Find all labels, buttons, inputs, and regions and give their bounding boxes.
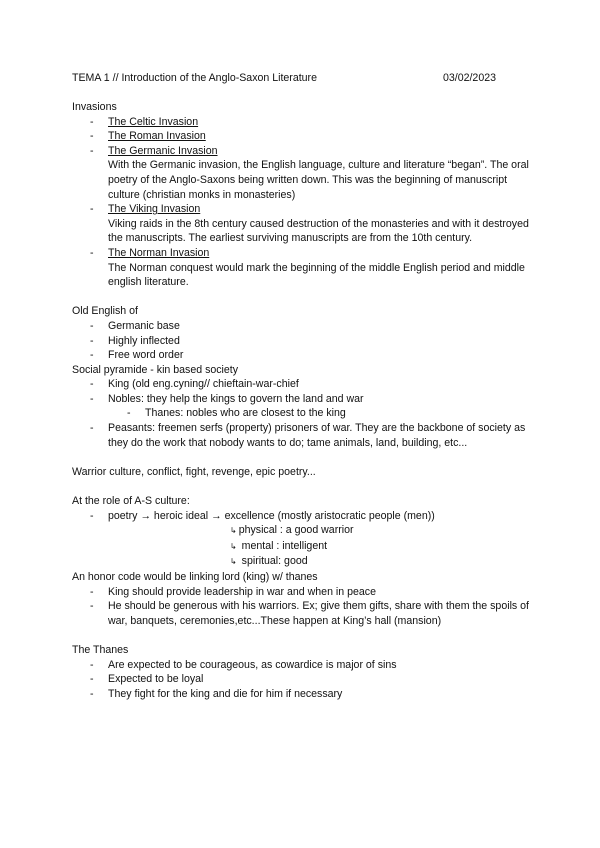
king-item: King (old eng.cyning// chieftain-war-chief <box>108 378 299 391</box>
list-item <box>72 421 532 450</box>
peasants-item: Peasants: freemen serfs (property) prisoners of war. They are the backbone of society as they do the work that nobody wants to do; tame animals, land, building, etc... <box>108 422 526 449</box>
spacer <box>72 628 532 643</box>
dash-bullet: - <box>90 115 94 128</box>
honor-item: King should provide leadership in war and when in peace <box>108 585 376 598</box>
list-item <box>72 202 532 217</box>
dash-bullet: - <box>90 673 94 686</box>
social-pyramid-heading: Social pyramide - kin based society <box>72 363 239 376</box>
old-english-item: Germanic base <box>108 319 180 332</box>
dash-bullet: - <box>90 585 94 598</box>
list-item <box>72 599 532 628</box>
roman-invasion: The Roman Invasion <box>108 130 206 143</box>
thanes-section-item: Expected to be loyal <box>108 673 204 686</box>
list-item <box>72 392 532 407</box>
list-item <box>72 319 532 334</box>
list-item <box>72 687 532 702</box>
list-item <box>72 658 532 673</box>
dash-bullet: - <box>90 246 94 259</box>
dash-bullet: - <box>90 203 94 216</box>
germanic-invasion: The Germanic Invasion <box>108 144 218 157</box>
spiritual-line <box>72 554 532 570</box>
dash-bullet: - <box>90 422 94 435</box>
norman-invasion-text: The Norman conquest would mark the beginning of the middle English period and middle english literature. <box>108 261 525 289</box>
dash-bullet: - <box>90 378 94 391</box>
honor-item: He should be generous with his warriors. Ex; give them gifts, share with them the spoils of war, banquets, ceremonies,etc...These happen at King’s hall (mansion) <box>108 600 530 627</box>
list-item <box>72 144 532 159</box>
physical-text: physical : a good warrior <box>238 524 354 537</box>
spacer <box>72 290 532 305</box>
dash-bullet: - <box>127 407 131 420</box>
hook-arrow-icon: ↳ <box>230 541 237 551</box>
old-english-item: Free word order <box>108 349 184 362</box>
document-title: TEMA 1 // Introduction of the Anglo-Saxon Literature <box>72 72 317 84</box>
dash-bullet: - <box>90 334 94 347</box>
dash-bullet: - <box>90 658 94 671</box>
list-item <box>72 115 532 130</box>
spiritual-text: spiritual: good <box>241 555 308 568</box>
list-subitem <box>72 406 532 421</box>
thanes-item: Thanes: nobles who are closest to the king <box>145 407 346 420</box>
poetry-item: poetry → heroic ideal → excellence (mostly aristocratic people (men)) <box>108 509 435 522</box>
norman-invasion: The Norman Invasion <box>108 246 210 259</box>
dash-bullet: - <box>90 349 94 362</box>
physical-line <box>72 523 532 539</box>
list-item <box>72 246 532 261</box>
list-item <box>72 509 532 524</box>
document-header <box>72 71 496 86</box>
mental-line <box>72 539 532 555</box>
celtic-invasion: The Celtic Invasion <box>108 115 199 128</box>
list-item <box>72 334 532 349</box>
spacer <box>72 450 532 465</box>
dash-bullet: - <box>90 392 94 405</box>
viking-invasion: The Viking Invasion <box>108 203 201 216</box>
dash-bullet: - <box>90 144 94 157</box>
dash-bullet: - <box>90 319 94 332</box>
thanes-section-item: They fight for the king and die for him if necessary <box>108 687 343 700</box>
list-item <box>72 348 532 363</box>
mental-text: mental : intelligent <box>241 539 328 552</box>
document-body <box>72 100 532 701</box>
hook-arrow-icon: ↳ <box>230 557 237 567</box>
list-item <box>72 129 532 144</box>
dash-bullet: - <box>90 687 94 700</box>
list-item <box>72 377 532 392</box>
old-english-heading: Old English of <box>72 305 138 318</box>
invasions-heading: Invasions <box>72 101 117 113</box>
document-date: 03/02/2023 <box>442 72 496 84</box>
role-heading: At the role of A-S culture: <box>72 495 190 508</box>
thanes-section-item: Are expected to be courageous, as cowardice is major of sins <box>108 658 397 671</box>
old-english-item: Highly inflected <box>108 334 180 347</box>
list-item <box>72 672 532 687</box>
viking-invasion-text: Viking raids in the 8th century caused destruction of the monasteries and with it destroyed the manuscripts. The earliest surviving manuscripts are from the 10th century. <box>108 217 529 245</box>
spacer <box>72 479 532 494</box>
hook-arrow-icon: ↳ <box>230 526 237 536</box>
dash-bullet: - <box>90 600 94 613</box>
nobles-item: Nobles: they help the kings to govern the land and war <box>108 392 364 405</box>
thanes-heading: The Thanes <box>72 643 129 656</box>
list-item <box>72 585 532 600</box>
dash-bullet: - <box>90 509 94 522</box>
dash-bullet: - <box>90 130 94 143</box>
warrior-culture-line: Warrior culture, conflict, fight, revenge, epic poetry... <box>72 465 316 478</box>
honor-code-heading: An honor code would be linking lord (king) w/ thanes <box>72 571 318 583</box>
germanic-invasion-text: With the Germanic invasion, the English language, culture and literature “began”. The oral poetry of the Anglo-Saxons being written down. This was the beginning of manuscript culture (christian monks in monasteries) <box>108 159 529 201</box>
